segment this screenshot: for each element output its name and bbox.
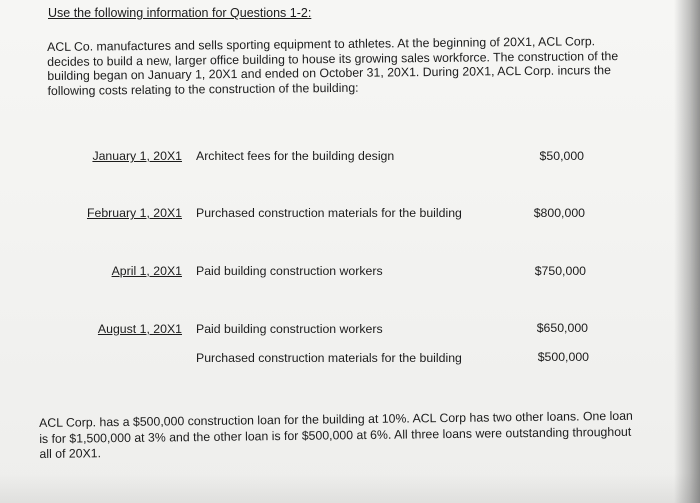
cost-amount: $50,000 [539,149,584,163]
cost-description: Purchased construction materials for the building [196,351,462,365]
cost-description: Architect fees for the building design [196,149,395,163]
cost-amount: $750,000 [534,264,586,278]
heading: Use the following information for Questions 1-2: [48,6,312,20]
cost-amount: $500,000 [537,350,589,364]
cost-date: January 1, 20X1 [92,149,182,163]
cost-date: August 1, 20X1 [97,322,182,336]
intro-paragraph: ACL Co. manufactures and sells sporting equipment to athletes. At the beginning of 20X1, ACL Corp. decides to build a new, larger office building to house its growing sales workforce. The construction of the building began on January 1, 20X1 and ended on October 31, 20X1. During 20X1, ACL Corp. incurs the following costs relating to the construction of the building: [47,34,619,98]
footer-paragraph: ACL Corp. has a $500,000 construction loan for the building at 10%. ACL Corp has two other loans. One loan is for $1,500,000 at 3% and the other loan is for $500,000 at 6%. All three loans were outstanding throughout all of 20X1. [39,408,633,461]
cost-amount: $650,000 [536,321,588,335]
page-shadow [0,473,700,503]
cost-amount: $800,000 [533,206,585,220]
cost-date: April 1, 20X1 [111,264,182,278]
cost-description: Purchased construction materials for the building [196,206,462,220]
cost-date: February 1, 20X1 [86,206,182,220]
page-shadow [674,0,700,503]
cost-description: Paid building construction workers [196,264,383,278]
cost-description: Paid building construction workers [196,322,383,336]
